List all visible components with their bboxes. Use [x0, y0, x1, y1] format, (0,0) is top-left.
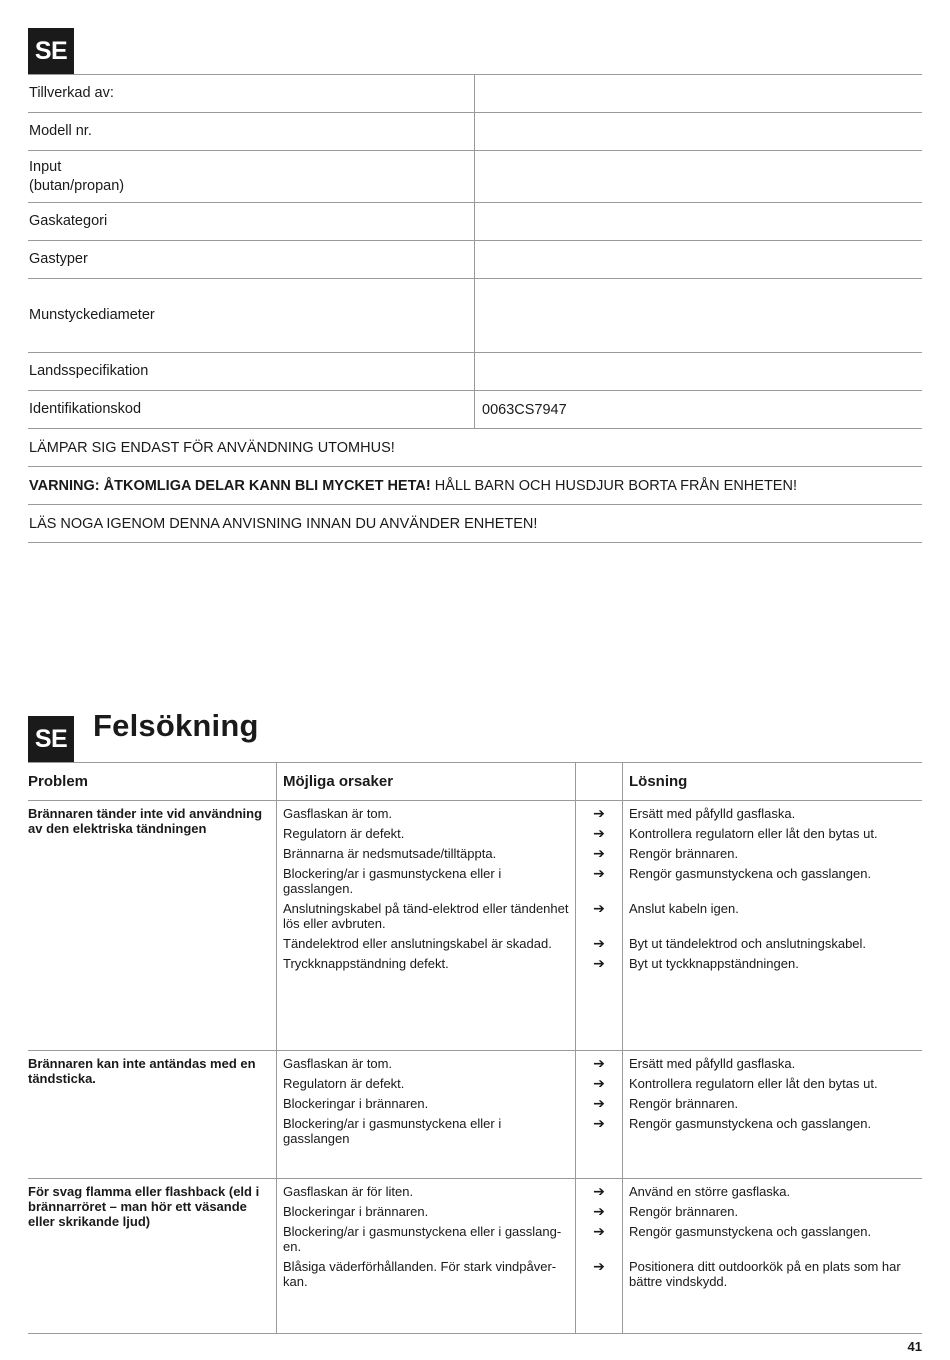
header-problem: Problem: [28, 763, 277, 800]
solution-item: Kontrollera regulatorn eller låt den bytas ut.: [629, 826, 878, 841]
note-row: [28, 505, 922, 543]
solution-item: Ersätt med påfylld gasflaska.: [629, 806, 796, 821]
problem-text: Brännaren kan inte antändas med en tändsticka.: [28, 1056, 256, 1086]
cause-item: Gasflaskan är för liten.: [283, 1184, 414, 1199]
arrow-right-icon: ➔: [593, 845, 605, 861]
arrow-right-icon: ➔: [593, 935, 605, 951]
spec-value: [475, 203, 922, 240]
solution-item: Ersätt med påfylld gasflaska.: [629, 1056, 796, 1071]
solution-item: Kontrollera regulatorn eller låt den bytas ut.: [629, 1076, 878, 1091]
solution-item: Rengör brännaren.: [629, 1096, 739, 1111]
note-row: [28, 429, 922, 467]
solution-item: Positionera ditt outdoorkök på en plats som har bättre vindskydd.: [629, 1259, 901, 1289]
arrow-right-icon: ➔: [593, 1055, 605, 1071]
spec-value: [475, 113, 922, 150]
arrow-right-icon: ➔: [593, 1223, 605, 1239]
table-header: [28, 763, 922, 801]
cause-item: Tryckknappständning defekt.: [283, 956, 449, 971]
troubleshooting-table: [28, 762, 922, 1334]
solution-item: Byt ut tändelektrod och anslutningskabel.: [629, 936, 867, 951]
arrow-right-icon: ➔: [593, 900, 605, 916]
cause-item: Blåsiga väderförhållanden. För stark vindpåver-kan.: [283, 1259, 557, 1289]
arrow-right-icon: ➔: [593, 825, 605, 841]
solution-item: Rengör gasmunstyckena och gasslangen.: [629, 1224, 872, 1239]
warning-text: HÅLL BARN OCH HUSDJUR BORTA FRÅN ENHETEN!: [434, 477, 797, 494]
solution-item: Rengör brännaren.: [629, 1204, 739, 1219]
arrow-right-icon: ➔: [593, 1095, 605, 1111]
cause-item: Gasflaskan är tom.: [283, 1056, 393, 1071]
problem-text: Brännaren tänder inte vid användning av den elektriska tändningen: [28, 806, 263, 836]
note-row: [28, 467, 922, 505]
spec-value: [475, 279, 922, 352]
page-number: 41: [907, 1339, 922, 1354]
spec-label: Modell nr.: [28, 113, 475, 150]
arrow-right-icon: ➔: [593, 1183, 605, 1199]
spec-row: [28, 151, 922, 203]
header-solution: Lösning: [629, 773, 688, 790]
arrow-right-icon: ➔: [593, 1258, 605, 1274]
cause-item: Brännarna är nedsmutsade/tilltäppta.: [283, 846, 497, 861]
spec-label: Input (butan/propan): [28, 151, 475, 202]
cause-item: Blockering/ar i gasmunstyckena eller i gasslang-en.: [283, 1224, 562, 1254]
spec-label: Munstyckediameter: [28, 279, 475, 352]
arrow-right-icon: ➔: [593, 1075, 605, 1091]
outdoor-only-note: LÄMPAR SIG ENDAST FÖR ANVÄNDNING UTOMHUS!: [29, 439, 395, 456]
cause-item: Blockeringar i brännaren.: [283, 1096, 429, 1111]
spec-value: [475, 151, 922, 202]
cause-item: Gasflaskan är tom.: [283, 806, 393, 821]
table-row: [28, 801, 922, 1051]
cause-item: Regulatorn är defekt.: [283, 1076, 405, 1091]
solution-item: Rengör gasmunstyckena och gasslangen.: [629, 1116, 872, 1131]
spec-label: Gaskategori: [28, 203, 475, 240]
spec-label: Landsspecifikation: [28, 353, 475, 390]
warning-bold-text: VARNING: ÅTKOMLIGA DELAR KANN BLI MYCKET HETA!: [29, 477, 431, 494]
spec-row: [28, 391, 922, 429]
read-instructions-note: LÄS NOGA IGENOM DENNA ANVISNING INNAN DU ANVÄNDER ENHETEN!: [29, 515, 538, 532]
spec-row: [28, 241, 922, 279]
identification-code: 0063CS7947: [482, 401, 567, 418]
solution-item: Byt ut tyckknappständningen.: [629, 956, 799, 971]
arrow-right-icon: ➔: [593, 1203, 605, 1219]
solution-item: Rengör brännaren.: [629, 846, 739, 861]
table-row: [28, 1051, 922, 1179]
cause-item: Blockering/ar i gasmunstyckena eller i gasslangen.: [283, 866, 502, 896]
arrow-right-icon: ➔: [593, 865, 605, 881]
language-badge: SE: [28, 716, 74, 762]
spec-label: Tillverkad av:: [28, 75, 475, 112]
spec-label: Gastyper: [28, 241, 475, 278]
arrow-right-icon: ➔: [593, 955, 605, 971]
cause-item: Blockering/ar i gasmunstyckena eller i gasslangen: [283, 1116, 502, 1146]
arrow-right-icon: ➔: [593, 1115, 605, 1131]
solution-item: Anslut kabeln igen.: [629, 901, 739, 916]
spec-row: [28, 279, 922, 353]
spec-label: Identifikationskod: [28, 391, 475, 428]
spec-row: [28, 75, 922, 113]
section-title: Felsökning: [93, 708, 259, 743]
spec-value: [475, 241, 922, 278]
spec-row: [28, 353, 922, 391]
cause-item: Anslutningskabel på tänd-elektrod eller tändenhet lös eller avbruten.: [283, 901, 569, 931]
table-row: [28, 1179, 922, 1333]
solution-item: Använd en större gasflaska.: [629, 1184, 791, 1199]
spec-row: [28, 203, 922, 241]
language-badge: SE: [28, 28, 74, 74]
spec-value: [475, 75, 922, 112]
arrow-right-icon: ➔: [593, 805, 605, 821]
spec-value: [475, 353, 922, 390]
spec-row: [28, 113, 922, 151]
spec-table: [28, 74, 922, 543]
header-causes: Möjliga orsaker: [277, 763, 576, 800]
cause-item: Blockeringar i brännaren.: [283, 1204, 429, 1219]
solution-item: Rengör gasmunstyckena och gasslangen.: [629, 866, 872, 881]
warning-note: [28, 467, 922, 504]
cause-item: Tändelektrod eller anslutningskabel är skadad.: [283, 936, 552, 951]
cause-item: Regulatorn är defekt.: [283, 826, 405, 841]
header-arrow: [576, 763, 623, 800]
problem-text: För svag flamma eller flashback (eld i brännarröret – man hör ett väsande eller skrikande ljud): [28, 1184, 260, 1229]
